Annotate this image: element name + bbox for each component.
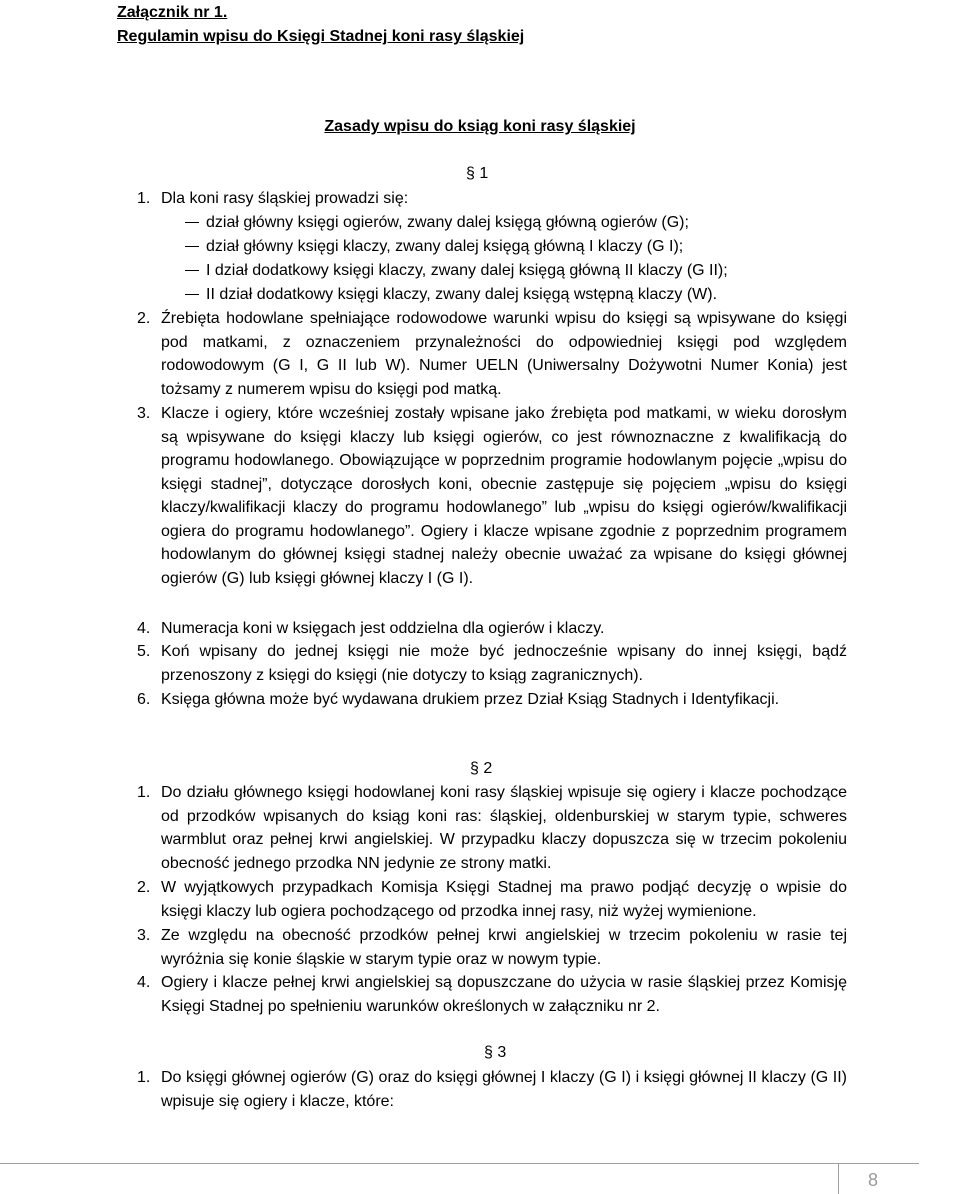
footer-divider <box>0 1163 838 1164</box>
item-number: 1. <box>137 784 151 801</box>
dash-text: I dział dodatkowy księgi klaczy, zwany dalej księgą główną II klaczy (G II); <box>206 262 728 279</box>
list-item <box>137 640 847 687</box>
page-number: 8 <box>868 1170 879 1190</box>
item-number: 1. <box>137 190 151 207</box>
dash-text: II dział dodatkowy księgi klaczy, zwany dalej księgą wstępną klaczy (W). <box>206 286 718 303</box>
section-sign-3: § 3 <box>484 1044 507 1061</box>
list-item <box>137 402 847 590</box>
item-text: Klacze i ogiery, które wcześniej zostały wpisane jako źrebięta pod matkami, w wieku dorosłym są wpisywane do księgi klaczy lub księgi ogierów, co jest równoznaczne z kwalifikacją do programu hodowlanego. Obowiązujące w poprzednim programie hodowlanym pojęcie „wpisu do księgi stadnej”, dotyczące dorosłych koni, obecnie zastępuje się pojęciem „wpisu do księgi klaczy/kwalifikacji klaczy do programu hodowlanego” lub „wpisu do księgi ogierów/kwalifikacji ogiera do programu hodowlanego”. Ogiery i klacze wpisane zgodnie z poprzednim programem hodowlanym do głównej księgi stadnej należy obecnie uważać za wpisane do księgi głównej ogierów (G) lub księgi głównej klaczy I (G I). <box>161 405 847 587</box>
item-number: 2. <box>137 879 151 896</box>
item-text: Ze względu na obecność przodków pełnej krwi angielskiej w trzecim pokoleniu w rasie tej wyróżnia się konie śląskie w starym typie oraz w nowym typie. <box>161 927 847 968</box>
list-item <box>137 971 847 1018</box>
list-item <box>137 876 847 923</box>
regulation-title: Regulamin wpisu do Księgi Stadnej koni rasy śląskiej <box>117 28 525 45</box>
dash-text: dział główny księgi ogierów, zwany dalej księgą główną ogierów (G); <box>206 214 689 231</box>
section-title: Zasady wpisu do ksiąg koni rasy śląskiej <box>324 118 636 135</box>
section-sign-1: § 1 <box>466 165 489 182</box>
dash-bullet <box>185 294 199 295</box>
list-item <box>137 781 847 875</box>
list-item <box>137 307 847 401</box>
dash-text: dział główny księgi klaczy, zwany dalej księgą główną I klaczy (G I); <box>206 238 684 255</box>
item-text: Do działu głównego księgi hodowlanej koni rasy śląskiej wpisuje się ogiery i klacze pochodzące od przodków wpisanych do ksiąg koni ras: śląskiej, oldenburskiej w starym typie, schweres warmblut oraz pełnej krwi angielskiej. W przypadku klaczy dopuszcza się w trzecim pokoleniu obecność jednego przodka NN jedynie ze strony matki. <box>161 784 847 872</box>
item-text: Dla koni rasy śląskiej prowadzi się: <box>161 190 409 207</box>
list-item <box>137 924 847 971</box>
attachment-label: Załącznik nr 1. <box>117 4 228 21</box>
dash-bullet <box>185 222 199 223</box>
item-number: 5. <box>137 643 151 660</box>
item-text: W wyjątkowych przypadkach Komisja Księgi Stadnej ma prawo podjąć decyzję o wpisie do księgi klaczy lub ogiera pochodzącego od przodka innej rasy, niż wyżej wymienione. <box>161 879 847 920</box>
page-number-frame <box>838 1163 919 1194</box>
list-item <box>137 617 847 641</box>
item-text: Numeracja koni w księgach jest oddzielna dla ogierów i klaczy. <box>161 620 605 637</box>
section-sign-2: § 2 <box>470 760 493 777</box>
item-number: 6. <box>137 691 151 708</box>
dash-bullet <box>185 246 199 247</box>
dash-item <box>185 283 805 307</box>
item-text: Do księgi głównej ogierów (G) oraz do księgi głównej I klaczy (G I) i księgi głównej II klaczy (G II) wpisuje się ogiery i klacze, które: <box>161 1069 847 1110</box>
dash-bullet <box>185 270 199 271</box>
item-number: 4. <box>137 620 151 637</box>
item-number: 1. <box>137 1069 151 1086</box>
list-item <box>137 187 847 211</box>
list-item <box>137 688 847 712</box>
item-text: Księga główna może być wydawana drukiem przez Dział Ksiąg Stadnych i Identyfikacji. <box>161 691 780 708</box>
dash-item <box>185 235 805 259</box>
dash-item <box>185 259 805 283</box>
item-text: Ogiery i klacze pełnej krwi angielskiej są dopuszczane do użycia w rasie śląskiej przez Komisję Księgi Stadnej po spełnieniu warunków określonych w załączniku nr 2. <box>161 974 847 1015</box>
item-number: 3. <box>137 927 151 944</box>
item-text: Koń wpisany do jednej księgi nie może być jednocześnie wpisany do innej księgi, bądź przenoszony z księgi do księgi (nie dotyczy to ksiąg zagranicznych). <box>161 643 847 684</box>
item-text: Źrebięta hodowlane spełniające rodowodowe warunki wpisu do księgi są wpisywane do księgi pod matkami, z oznaczeniem przynależności do odpowiedniej księgi pod względem rodowodowym (G I, G II lub W). Numer UELN (Uniwersalny Dożywotni Numer Konia) jest tożsamy z numerem wpisu do księgi pod matką. <box>161 310 847 398</box>
item-number: 2. <box>137 310 151 327</box>
item-number: 3. <box>137 405 151 422</box>
list-item <box>137 1066 847 1113</box>
dash-item <box>185 211 805 235</box>
item-number: 4. <box>137 974 151 991</box>
